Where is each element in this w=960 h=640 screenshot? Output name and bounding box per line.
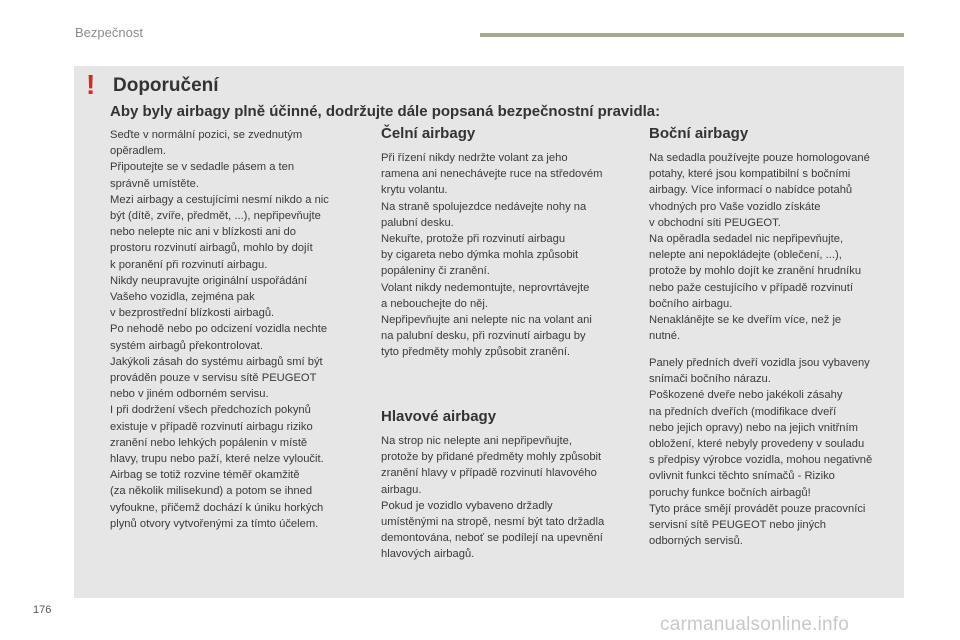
text-line: Airbag se totiž rozvine téměř okamžitě — [110, 469, 300, 482]
text-line: airbagu. — [381, 483, 422, 496]
section-title: Bezpečnost — [75, 25, 143, 40]
text-line: s předpisy výrobce vozidla, mohou negativně — [649, 454, 873, 467]
text-line: Na straně spolujezdce nedávejte nohy na — [381, 200, 587, 213]
side-airbags-text — [649, 150, 909, 344]
text-line: Seďte v normální pozici, se zvednutým — [110, 129, 303, 141]
side-impact-sensors-text — [649, 355, 909, 549]
curtain-airbags-text — [381, 433, 631, 563]
panel-subtitle: Aby byly airbagy plně účinné, dodržujte dále popsaná bezpečnostní pravidla: — [110, 103, 661, 120]
text-line: na předních dveřích (modifikace dveří — [649, 405, 837, 418]
text-line: Pokud je vozidlo vybaveno držadly — [381, 499, 553, 512]
text-line: obložení, které nebyly provedeny v souladu — [649, 438, 865, 451]
front-airbags-heading: Čelní airbagy — [381, 125, 476, 142]
text-line: Na strop nic nelepte ani nepřipevňujte, — [381, 435, 572, 447]
text-line: hlavy, trupu nebo paží, které nelze vyloučit. — [110, 453, 324, 466]
text-line: Nepřipevňujte ani nelepte nic na volant ani — [381, 314, 592, 327]
text-line: k poranění při rozvinutí airbagu. — [110, 258, 268, 271]
text-line: nebo nelepte nic ani v blízkosti ani do — [110, 226, 296, 239]
text-line: Nikdy neupravujte originální uspořádání — [110, 274, 308, 287]
text-line: v obchodní síti PEUGEOT. — [649, 216, 781, 229]
text-line: Poškozené dveře nebo jakékoli zásahy — [649, 389, 843, 402]
text-line: Jakýkoli zásah do systému airbagů smí být — [110, 355, 323, 368]
curtain-airbags-heading: Hlavové airbagy — [381, 408, 497, 425]
page-number: 176 — [33, 604, 52, 616]
text-line: prostoru rozvinutí airbagů, mohlo by dojít — [110, 242, 313, 255]
text-line: systém airbagů překontrolovat. — [110, 339, 263, 352]
text-line: v bezprostřední blízkosti airbagů. — [110, 307, 275, 320]
text-line: zranění hlavy v případě rozvinutí hlavového — [381, 467, 597, 480]
panel-title: Doporučení — [113, 75, 219, 96]
text-line: umístěnými na stropě, nesmí být tato držadla — [381, 516, 605, 529]
text-line: Připoutejte se v sedadle pásem a ten — [110, 161, 295, 174]
text-line: správně umístěte. — [110, 177, 199, 190]
text-line: (za několik milisekund) a potom se ihned — [110, 485, 313, 498]
general-rules-text — [110, 127, 360, 532]
text-line: plynů otvory vytvořenými za tímto účelem. — [110, 517, 319, 530]
text-line: popáleniny či zranění. — [381, 265, 490, 278]
text-line: poruchy funkce bočních airbagů! — [649, 486, 811, 499]
text-line: Nekuřte, protože při rozvinutí airbagu — [381, 233, 566, 246]
text-line: protože by mohlo dojít ke zranění hrudníku — [649, 265, 862, 278]
text-line: potahy, které jsou kompatibilní s bočními — [649, 168, 851, 181]
text-line: tyto předměty mohly způsobit zranění. — [381, 346, 571, 359]
text-line: zranění nebo lehkých popálenin v místě — [110, 436, 308, 449]
text-line: opěradlem. — [110, 145, 166, 158]
text-line: Tyto práce smějí provádět pouze pracovníci — [649, 502, 866, 515]
text-line: demontována, neboť se podílejí na upevnění — [381, 532, 603, 545]
text-line: nebo paže cestujícího v případě rozvinutí — [649, 281, 853, 294]
text-line: a nebouchejte do něj. — [381, 297, 488, 310]
text-line: vhodných pro Vaše vozidlo získáte — [649, 200, 821, 213]
text-line: prováděn pouze v servisu sítě PEUGEOT — [110, 372, 317, 385]
text-line: Na sedadla používejte pouze homologované — [649, 152, 870, 164]
watermark: carmanualsonline.info — [660, 614, 850, 635]
text-line: na palubní desku, při rozvinutí airbagu by — [381, 330, 586, 343]
text-line: nelepte ani nepokládejte (oblečení, ...), — [649, 249, 842, 262]
text-line: vyfoukne, přičemž dochází k úniku horkých — [110, 501, 324, 514]
text-line: Na opěradla sedadel nic nepřipevňujte, — [649, 233, 844, 246]
text-line: airbagy. Více informací o nabídce potahů — [649, 184, 853, 197]
text-line: existuje v případě rozvinutí airbagu riziko — [110, 420, 313, 433]
side-airbags-heading: Boční airbagy — [649, 125, 749, 142]
text-line: ramena ani nenechávejte ruce na středovém — [381, 168, 603, 181]
text-line: nebo v jiném odborném servisu. — [110, 388, 269, 401]
text-line: ovlivnit funkci těchto snímačů - Riziko — [649, 470, 835, 483]
text-line: nutné. — [649, 330, 681, 343]
text-line: protože by přidané předměty mohly způsobit — [381, 451, 602, 464]
text-line: by cigareta nebo dýmka mohla způsobit — [381, 249, 579, 262]
front-airbags-text — [381, 150, 631, 361]
text-line: Při řízení nikdy nedržte volant za jeho — [381, 152, 568, 164]
text-line: servisní sítě PEUGEOT nebo jiných — [649, 519, 827, 532]
text-line: být (dítě, zvíře, předmět, ...), nepřipevňujte — [110, 210, 321, 223]
text-line: Po nehodě nebo po odcizení vozidla nechte — [110, 323, 328, 336]
text-line: krytu volantu. — [381, 184, 448, 197]
warning-icon: ! — [86, 69, 96, 100]
text-line: Mezi airbagy a cestujícími nesmí nikdo a nic — [110, 193, 329, 206]
text-line: palubní desku. — [381, 216, 454, 229]
text-line: snímači bočního nárazu. — [649, 373, 771, 386]
text-line: Vašeho vozidla, zejména pak — [110, 291, 255, 304]
text-line: I při dodržení všech předchozích pokynů — [110, 404, 311, 417]
text-line: odborných servisů. — [649, 535, 743, 548]
text-line: bočního airbagu. — [649, 297, 733, 310]
text-line: Panely předních dveří vozidla jsou vybaveny — [649, 357, 870, 369]
text-line: Volant nikdy nedemontujte, neprovrtávejte — [381, 281, 590, 294]
text-line: Nenaklánějte se ke dveřím více, než je — [649, 314, 842, 327]
text-line: nebo jejich opravy) nebo na jejich vnitřním — [649, 421, 858, 434]
text-line: hlavových airbagů. — [381, 548, 475, 561]
header-bar — [480, 33, 904, 37]
